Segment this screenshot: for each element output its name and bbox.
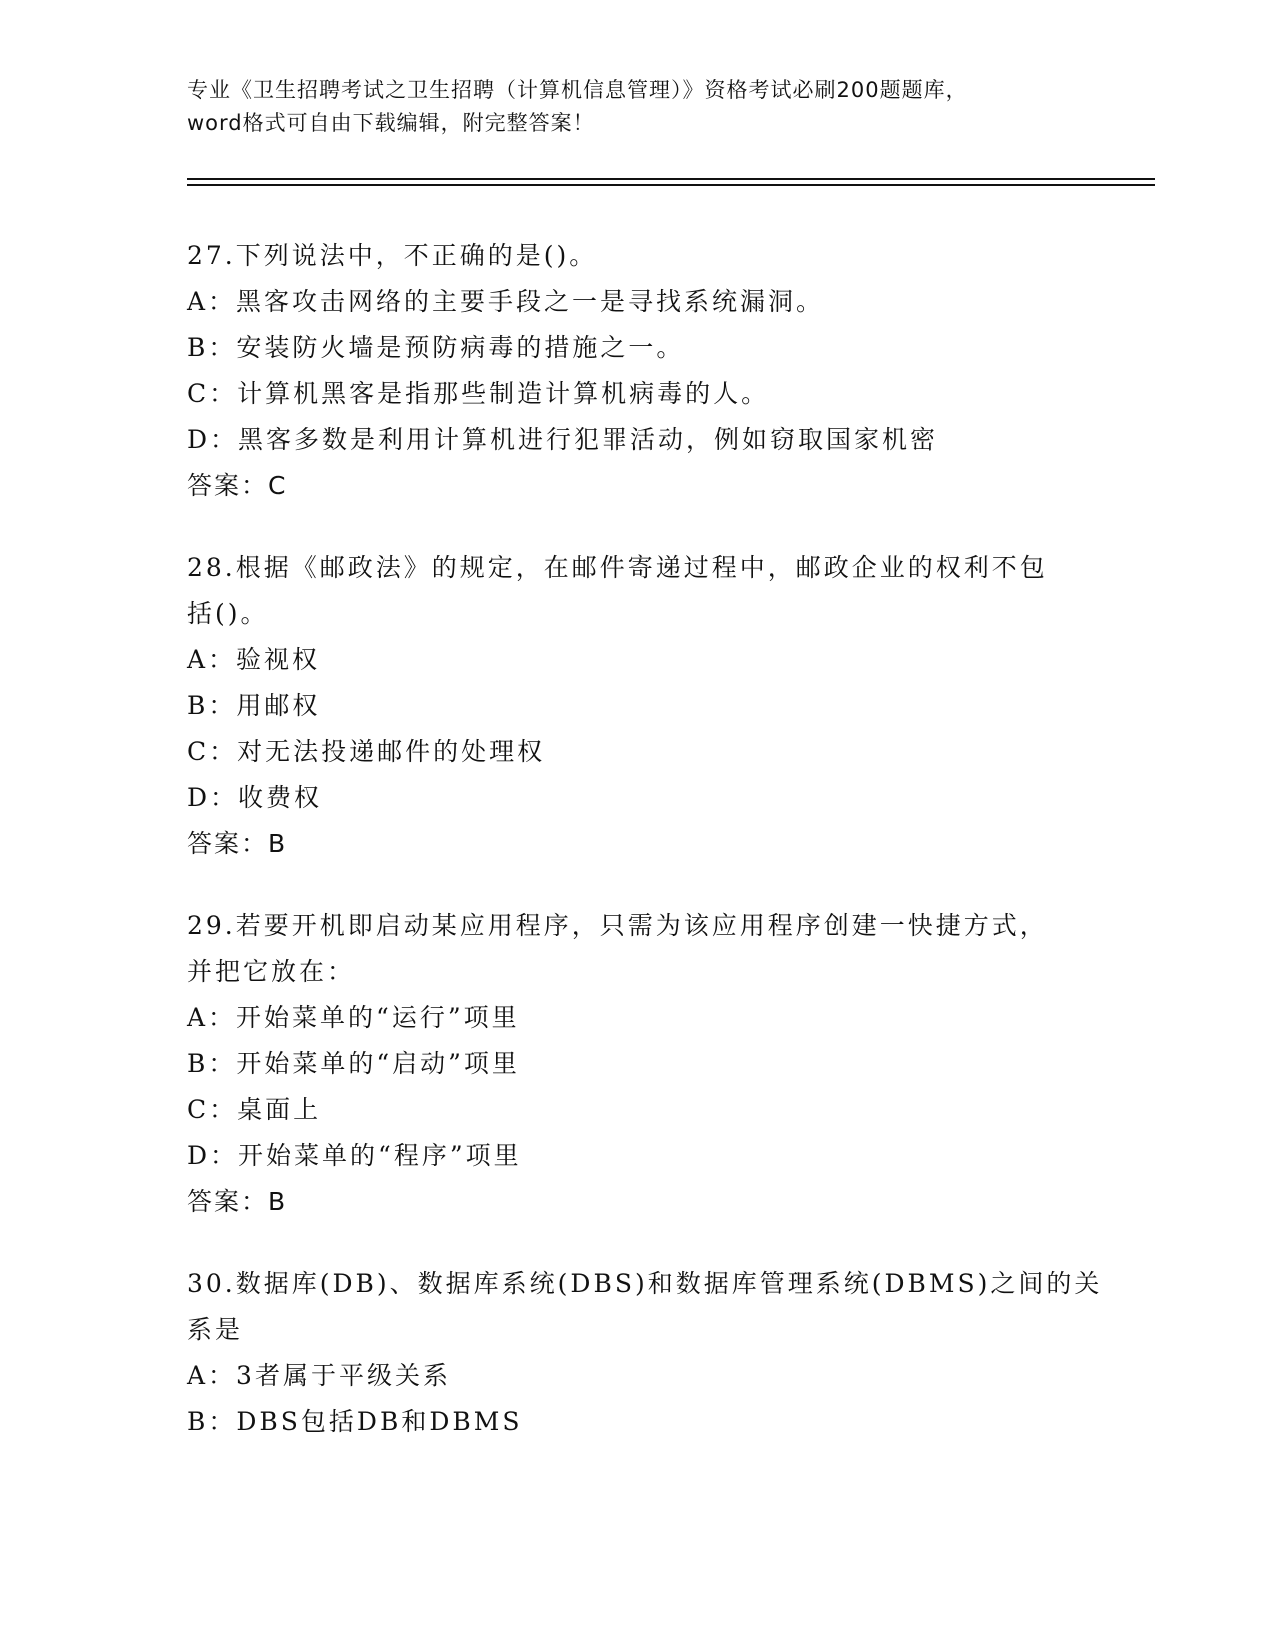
header-divider-top — [187, 178, 1155, 180]
question-stem-continued: 括()。 — [187, 599, 269, 628]
option-a: A：开始菜单的“运行”项里 — [187, 1003, 520, 1032]
answer: 答案：B — [187, 829, 288, 858]
option-b: B：开始菜单的“启动”项里 — [187, 1049, 520, 1078]
option-a: A：3者属于平级关系 — [187, 1361, 451, 1390]
option-c: C：计算机黑客是指那些制造计算机病毒的人。 — [187, 379, 770, 408]
question-30 — [187, 1261, 1103, 1445]
question-stem: 29.若要开机即启动某应用程序，只需为该应用程序创建一快捷方式， — [187, 911, 1048, 940]
answer: 答案：C — [187, 471, 288, 500]
option-a: A：黑客攻击网络的主要手段之一是寻找系统漏洞。 — [187, 287, 825, 316]
option-d: D：开始菜单的“程序”项里 — [187, 1141, 522, 1170]
option-c: C：桌面上 — [187, 1095, 322, 1124]
question-stem-continued: 并把它放在： — [187, 957, 356, 986]
header-divider-bottom — [187, 184, 1155, 186]
option-a: A：验视权 — [187, 645, 321, 674]
document-header — [187, 74, 1087, 140]
question-stem: 30.数据库(DB)、数据库系统(DBS)和数据库管理系统(DBMS)之间的关 — [187, 1269, 1103, 1298]
question-28 — [187, 545, 1087, 867]
question-stem: 27.下列说法中，不正确的是()。 — [187, 241, 598, 270]
question-stem-continued: 系是 — [187, 1315, 244, 1344]
option-b: B：用邮权 — [187, 691, 321, 720]
option-b: B：DBS包括DB和DBMS — [187, 1407, 523, 1436]
question-29 — [187, 903, 1087, 1225]
answer: 答案：B — [187, 1187, 288, 1216]
question-stem: 28.根据《邮政法》的规定，在邮件寄递过程中，邮政企业的权利不包 — [187, 553, 1048, 582]
option-c: C：对无法投递邮件的处理权 — [187, 737, 546, 766]
header-line-2: word格式可自由下载编辑，附完整答案！ — [187, 111, 595, 135]
header-line-1: 专业《卫生招聘考试之卫生招聘（计算机信息管理）》资格考试必刷200题题库， — [187, 78, 968, 102]
question-list — [187, 233, 1103, 1481]
option-b: B：安装防火墙是预防病毒的措施之一。 — [187, 333, 685, 362]
question-27 — [187, 233, 1087, 509]
option-d: D：收费权 — [187, 783, 323, 812]
option-d: D：黑客多数是利用计算机进行犯罪活动，例如窃取国家机密 — [187, 425, 939, 454]
